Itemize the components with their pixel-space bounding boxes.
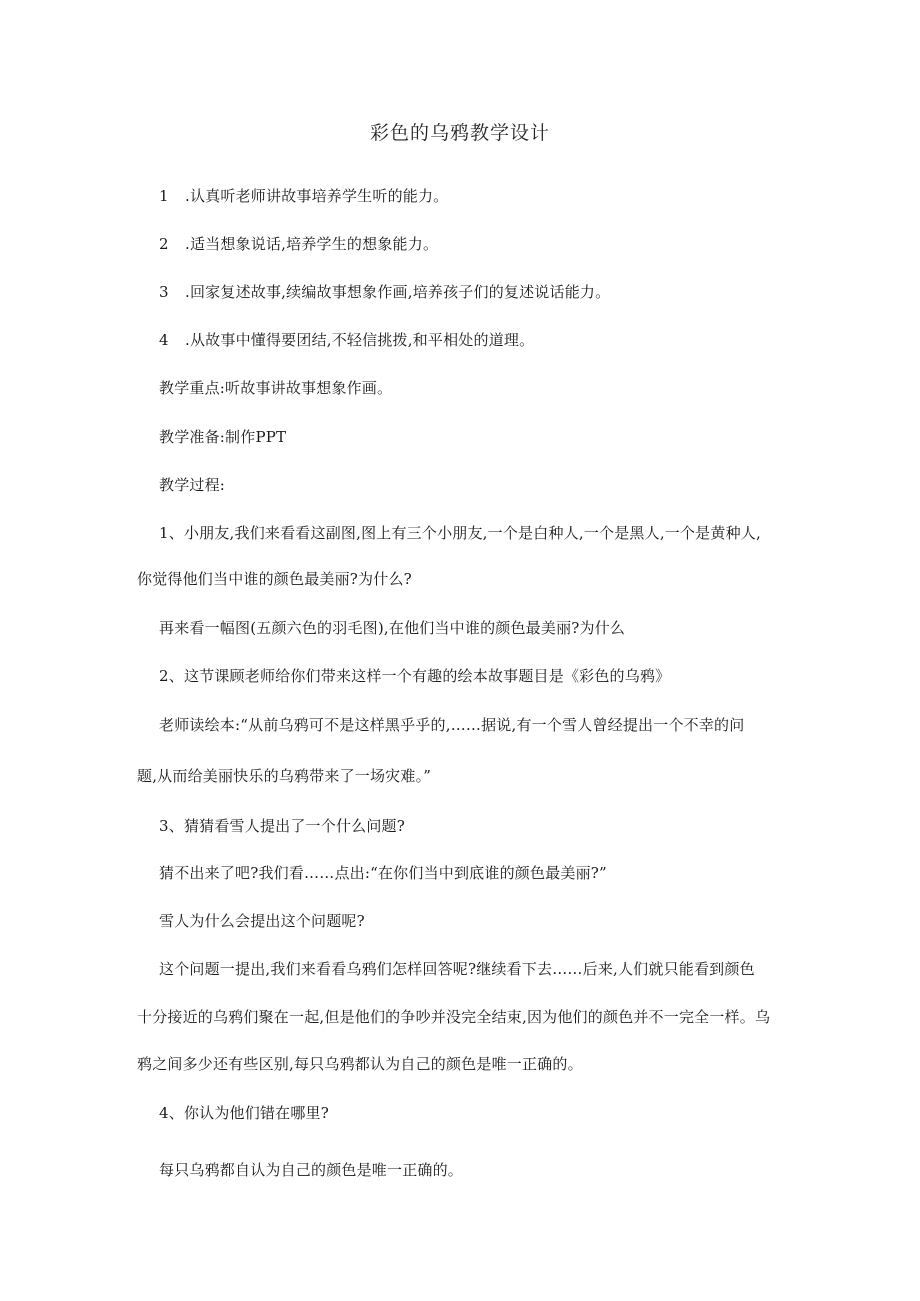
objective-number: 2 — [159, 235, 169, 253]
objective-item — [159, 329, 534, 350]
paragraph-line: 再来看一幅图(五颜六色的羽毛图),在他们当中谁的颜色最美丽?为什么 — [159, 619, 626, 637]
paragraph-line: 每只乌鸦都自认为自己的颜色是唯一正确的。 — [159, 1161, 464, 1179]
paragraph-line: 2、这节课顾老师给你们带来这样一个有趣的绘本故事题目是《彩色的乌鸦》 — [159, 667, 671, 685]
paragraph-line: 这个问题一提出,我们来看看乌鸦们怎样回答呢?继续看下去……后来,人们就只能看到颜色 — [159, 960, 755, 978]
paragraph-line: 十分接近的乌鸦们聚在一起,但是他们的争吵并没完全结束,因为他们的颜色并不一完全一样。乌 — [137, 1008, 771, 1026]
objective-text: .适当想象说话,培养学生的想象能力。 — [185, 235, 439, 253]
objective-item — [159, 185, 448, 206]
objective-text: .回家复述故事,续编故事想象作画,培养孩子们的复述说话能力。 — [185, 283, 611, 301]
key-point-paragraph: 教学重点:听故事讲故事想象作画。 — [159, 379, 393, 397]
preparation-paragraph: 教学准备:制作PPT — [159, 428, 287, 446]
paragraph-line: 雪人为什么会提出这个问题呢? — [159, 912, 365, 930]
paragraph-line: 猜不出来了吧?我们看……点出:“在你们当中到底谁的颜色最美丽?” — [159, 864, 607, 882]
objective-number: 4 — [159, 331, 169, 349]
paragraph-line: 3、猜猜看雪人提出了一个什么问题? — [159, 817, 405, 835]
objective-text: .从故事中懂得要团结,不轻信挑拨,和平相处的道理。 — [185, 331, 535, 349]
paragraph-line: 老师读绘本:“从前乌鸦可不是这样黑乎乎的,……据说,有一个雪人曾经提出一个不幸的问 — [159, 716, 745, 734]
paragraph-line: 4、你认为他们错在哪里? — [159, 1104, 329, 1122]
objective-number: 3 — [159, 283, 169, 301]
paragraph-line: 1、小朋友,我们来看看这副图,图上有三个小朋友,一个是白种人,一个是黑人,一个是黄种人, — [159, 524, 761, 542]
process-heading: 教学过程: — [159, 476, 226, 494]
objective-text: .认真听老师讲故事培养学生听的能力。 — [185, 187, 449, 205]
paragraph-line: 你觉得他们当中谁的颜色最美丽?为什么? — [137, 570, 412, 588]
objective-item — [159, 281, 610, 302]
paragraph-line: 鸦之间多少还有些区别,每只乌鸦都认为自己的颜色是唯一正确的。 — [137, 1055, 583, 1073]
document-title: 彩色的乌鸦教学设计 — [369, 122, 550, 144]
paragraph-line: 题,从而给美丽快乐的乌鸦带来了一场灾难。” — [137, 767, 432, 785]
objective-item — [159, 233, 438, 254]
objective-number: 1 — [159, 187, 169, 205]
